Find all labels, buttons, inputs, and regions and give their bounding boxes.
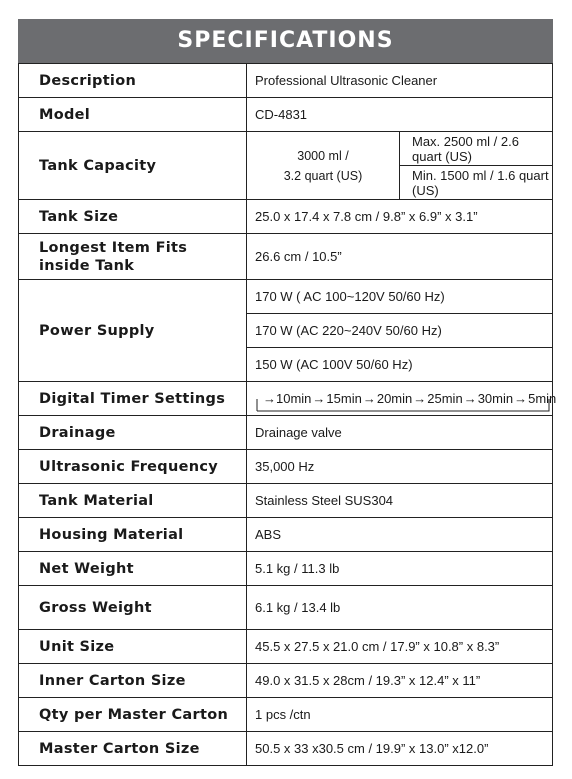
row-value: CD-4831 <box>247 98 553 132</box>
table-row <box>19 280 553 314</box>
spec-table <box>18 63 557 766</box>
timer-arrow: → <box>362 391 376 406</box>
row-label-line1: Longest Item Fits <box>39 239 188 256</box>
row-label: Housing Material <box>19 518 247 552</box>
power-option: 170 W (AC 220~240V 50/60 Hz) <box>247 314 553 348</box>
row-label: Drainage <box>19 416 247 450</box>
row-label-line2: inside Tank <box>39 257 135 274</box>
table-row <box>19 416 553 450</box>
timer-arrow: → <box>263 391 276 406</box>
table-row <box>19 586 553 630</box>
timer-step: 20min <box>376 391 413 406</box>
row-label: Model <box>19 98 247 132</box>
row-label: Tank Material <box>19 484 247 518</box>
power-option: 170 W ( AC 100~120V 50/60 Hz) <box>247 280 553 314</box>
row-value: 26.6 cm / 10.5” <box>247 234 553 280</box>
row-value: Professional Ultrasonic Cleaner <box>247 64 553 98</box>
row-label: Master Carton Size <box>19 732 247 766</box>
timer-arrow: → <box>514 391 528 406</box>
table-row <box>19 132 553 166</box>
spec-sheet <box>18 19 557 766</box>
table-row <box>19 484 553 518</box>
timer-step: 30min <box>477 391 514 406</box>
row-label: Ultrasonic Frequency <box>19 450 247 484</box>
table-row <box>19 630 553 664</box>
row-label: Inner Carton Size <box>19 664 247 698</box>
row-value: 45.5 x 27.5 x 21.0 cm / 17.9” x 10.8” x 8.3” <box>247 630 553 664</box>
row-label: Tank Size <box>19 200 247 234</box>
timer-cycle <box>255 391 564 406</box>
table-row <box>19 732 553 766</box>
timer-arrow: → <box>312 391 326 406</box>
row-label: Description <box>19 64 247 98</box>
row-label: Qty per Master Carton <box>19 698 247 732</box>
timer-step: 25min <box>427 391 463 406</box>
timer-arrow: → <box>413 391 427 406</box>
table-row <box>19 234 553 280</box>
tank-capacity-max: Max. 2500 ml / 2.6 quart (US) <box>400 132 553 166</box>
timer-arrow: → <box>463 391 477 406</box>
row-value: 25.0 x 17.4 x 7.8 cm / 9.8” x 6.9” x 3.1” <box>247 200 553 234</box>
timer-step: 15min <box>326 391 362 406</box>
row-value: 6.1 kg / 13.4 lb <box>247 586 553 630</box>
tank-capacity-total <box>247 132 400 200</box>
row-value: Stainless Steel SUS304 <box>247 484 553 518</box>
spec-title: SPECIFICATIONS <box>18 19 553 63</box>
row-label <box>19 234 247 280</box>
row-value: Drainage valve <box>247 416 553 450</box>
table-row <box>19 518 553 552</box>
row-value: 1 pcs /ctn <box>247 698 553 732</box>
tank-capacity-total-line1: 3000 ml / <box>297 148 349 163</box>
table-row <box>19 382 553 416</box>
power-option: 150 W (AC 100V 50/60 Hz) <box>247 348 553 382</box>
row-label: Digital Timer Settings <box>19 382 247 416</box>
table-row <box>19 552 553 586</box>
timer-step: 5min <box>528 391 557 406</box>
timer-step: 10min <box>276 391 312 406</box>
table-row <box>19 450 553 484</box>
row-label: Tank Capacity <box>19 132 247 200</box>
table-row <box>19 98 553 132</box>
timer-loop-bracket <box>255 391 551 413</box>
table-row <box>19 200 553 234</box>
table-row <box>19 698 553 732</box>
table-row <box>19 664 553 698</box>
timer-sequence <box>247 382 557 416</box>
row-value: 35,000 Hz <box>247 450 553 484</box>
tank-capacity-min: Min. 1500 ml / 1.6 quart (US) <box>400 166 553 200</box>
row-label: Net Weight <box>19 552 247 586</box>
row-label: Gross Weight <box>19 586 247 630</box>
row-value: 50.5 x 33 x30.5 cm / 19.9” x 13.0” x12.0” <box>247 732 553 766</box>
row-value: ABS <box>247 518 553 552</box>
row-value: 5.1 kg / 11.3 lb <box>247 552 553 586</box>
table-row <box>19 64 553 98</box>
row-label: Unit Size <box>19 630 247 664</box>
row-label: Power Supply <box>19 280 247 382</box>
row-value: 49.0 x 31.5 x 28cm / 19.3” x 12.4” x 11” <box>247 664 553 698</box>
tank-capacity-total-line2: 3.2 quart (US) <box>283 168 363 183</box>
